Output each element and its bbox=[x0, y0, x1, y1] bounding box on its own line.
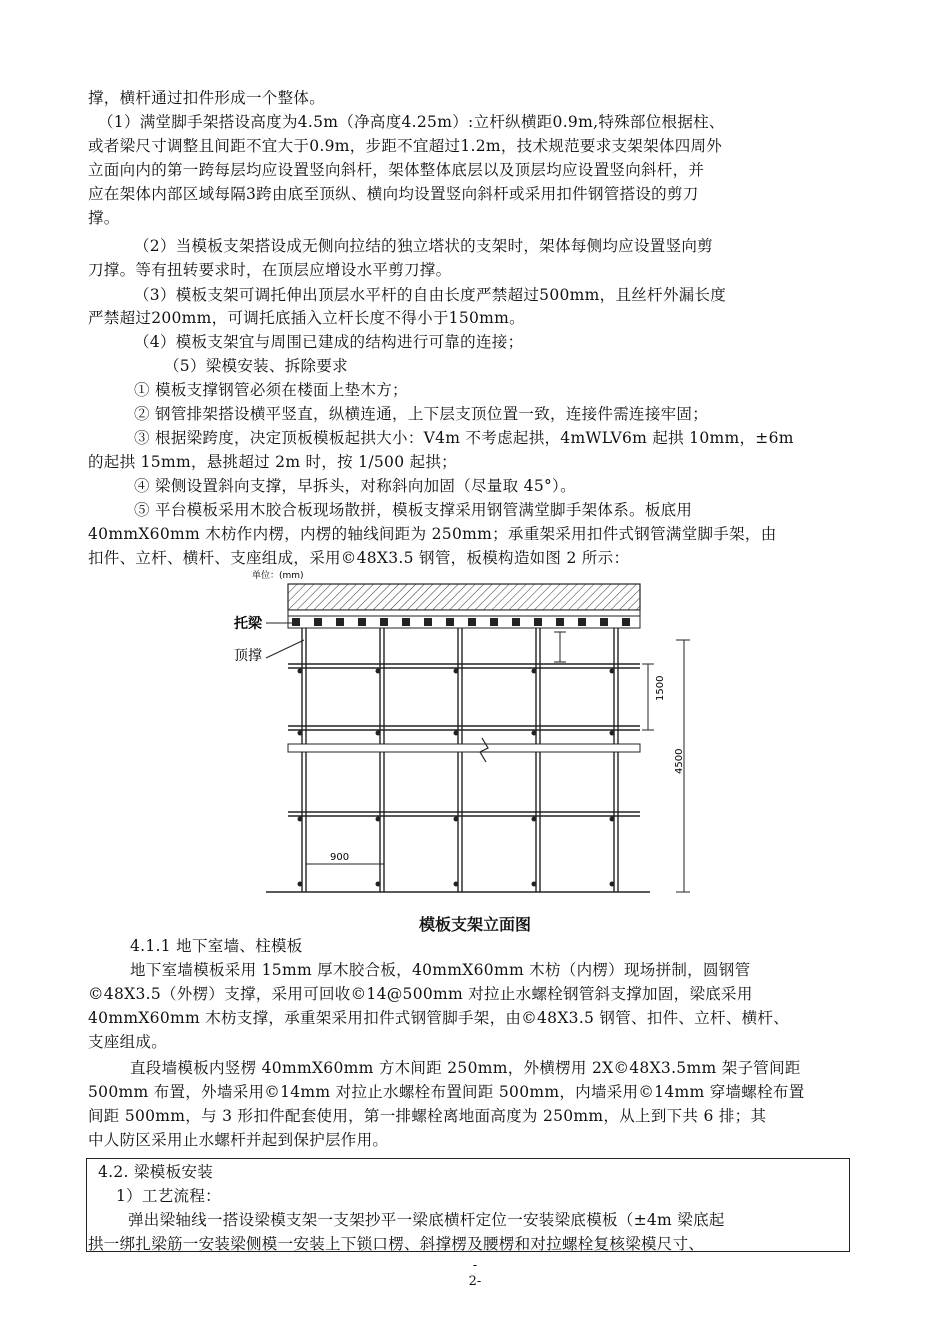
text-line: ©48X3.5（外楞）支撑，采用可回收©14@500mm 对拉止水螺栓钢管斜支撑加固，梁底采用 bbox=[88, 985, 753, 1003]
concrete-slab bbox=[288, 584, 640, 610]
dim-4500: 4500 bbox=[674, 748, 685, 774]
section-heading: 4.1.1 地下室墙、柱模板 bbox=[130, 937, 303, 955]
label-support-beam: 托梁 bbox=[234, 616, 262, 632]
text-line: 地下室墙模板采用 15mm 厚木胶合板，40mmX60mm 木枋（内楞）现场拼制，圆钢管 bbox=[130, 961, 751, 979]
text-line: （1）满堂脚手架搭设高度为4.5m（净高度4.25m）:立杆纵横距0.9m,特殊部位根据柱、 bbox=[98, 113, 725, 131]
dim-900: 900 bbox=[330, 852, 350, 863]
text-line: 直段墙模板内竖楞 40mmX60mm 方木间距 250mm，外横楞用 2X©48X3.5mm 架子管间距 bbox=[130, 1059, 801, 1077]
text-line: 500mm 布置，外墙采用©14mm 对拉止水螺栓布置间距 500mm，内墙采用©14mm 穿墙螺栓布置 bbox=[88, 1083, 805, 1101]
list-item: ③ 根据梁跨度，决定顶板模板起拱大小：V4m 不考虑起拱，4mWLV6m 起拱 10mm，±6m bbox=[134, 429, 794, 447]
text-line: （4）模板支架宜与周围已建成的结构进行可靠的连接； bbox=[134, 333, 524, 351]
text-line: 刀撑。等有扭转要求时，在顶层应增设水平剪刀撑。 bbox=[88, 261, 452, 279]
leader-top bbox=[266, 640, 304, 658]
formwork-elevation-figure bbox=[230, 566, 700, 898]
text-line: 中人防区采用止水螺杆并起到保护层作用。 bbox=[88, 1131, 389, 1149]
text-line: 扣件、立杆、横杆、支座组成，采用©48X3.5 钢管，板模构造如图 2 所示： bbox=[88, 549, 630, 567]
text-line: 的起拱 15mm，悬挑超过 2m 时，按 1/500 起拱； bbox=[88, 453, 457, 471]
list-item: ④ 梁侧设置斜向支撑，早拆头，对称斜向加固（尽量取 45°）。 bbox=[134, 477, 576, 495]
text-line: 1）工艺流程： bbox=[116, 1187, 221, 1205]
text-line: 应在架体内部区域每隔3跨由底至顶纵、横向均设置竖向斜杆或采用扣件钢管搭设的剪刀 bbox=[88, 185, 699, 203]
text-line: 撑，横杆通过扣件形成一个整体。 bbox=[88, 89, 326, 107]
section-heading: 4.2. 梁模板安装 bbox=[98, 1163, 214, 1181]
figure-caption: 模板支架立面图 bbox=[418, 915, 531, 934]
text-line: （2）当模板支架搭设成无侧向拉结的独立塔状的支架时，架体每侧均应设置竖向剪 bbox=[134, 237, 713, 255]
text-line: 撑。 bbox=[88, 209, 120, 227]
text-line: 40mmX60mm 木枋支撑，承重架采用扣件式钢管脚手架，由©48X3.5 钢管、扣件、立杆、横杆、 bbox=[88, 1009, 790, 1027]
text-line: 拱一绑扎梁筋一安装梁侧模一安装上下锁口楞、斜撑楞及腰楞和对拉螺栓复核梁模尺寸、 bbox=[88, 1235, 705, 1253]
text-line: 弹出梁轴线一搭设梁模支架一支架抄平一梁底横杆定位一安装梁底模板（±4m 梁底起 bbox=[128, 1211, 725, 1229]
list-item: ② 钢管排架搭设横平竖直，纵横连通，上下层支顶位置一致，连接件需连接牢固； bbox=[134, 405, 709, 423]
dim-1500: 1500 bbox=[655, 675, 666, 701]
text-line: （3）模板支架可调托伸出顶层水平杆的自由长度严禁超过500mm，且丝杆外漏长度 bbox=[134, 286, 727, 304]
list-item: ① 模板支撑钢管必须在楼面上垫木方； bbox=[134, 381, 408, 399]
unit-label: 单位：(mm) bbox=[252, 571, 304, 581]
text-line: 或者梁尺寸调整且间距不宜大于0.9m，步距不宜超过1.2m，技术规范要求支架架体四周外 bbox=[88, 137, 723, 155]
text-line: 间距 500mm，与 3 形扣件配套使用，第一排螺栓离地面高度为 250mm，从上到下共 6 排；其 bbox=[88, 1107, 767, 1125]
footer-dash: - bbox=[472, 1258, 478, 1273]
plywood-panel bbox=[288, 610, 640, 616]
text-line: 立面向内的第一跨每层均应设置竖向斜杆，架体整体底层以及顶层均应设置竖向斜杆，并 bbox=[88, 161, 705, 179]
list-item: ⑤ 平台模板采用木胶合板现场散拼，模板支撑采用钢管满堂脚手架体系。板底用 bbox=[134, 501, 693, 519]
text-line: 严禁超过200mm，可调托底插入立杆长度不得小于150mm。 bbox=[88, 309, 525, 327]
page-number: 2- bbox=[468, 1274, 482, 1289]
label-top-brace: 顶撑 bbox=[234, 648, 262, 664]
break-band bbox=[288, 744, 640, 752]
text-line: （5）梁模安装、拆除要求 bbox=[164, 357, 348, 375]
text-line: 支座组成。 bbox=[88, 1033, 168, 1051]
text-line: 40mmX60mm 木枋作内楞，内楞的轴线间距为 250mm；承重架采用扣件式钢管满堂脚手架，由 bbox=[88, 525, 777, 543]
